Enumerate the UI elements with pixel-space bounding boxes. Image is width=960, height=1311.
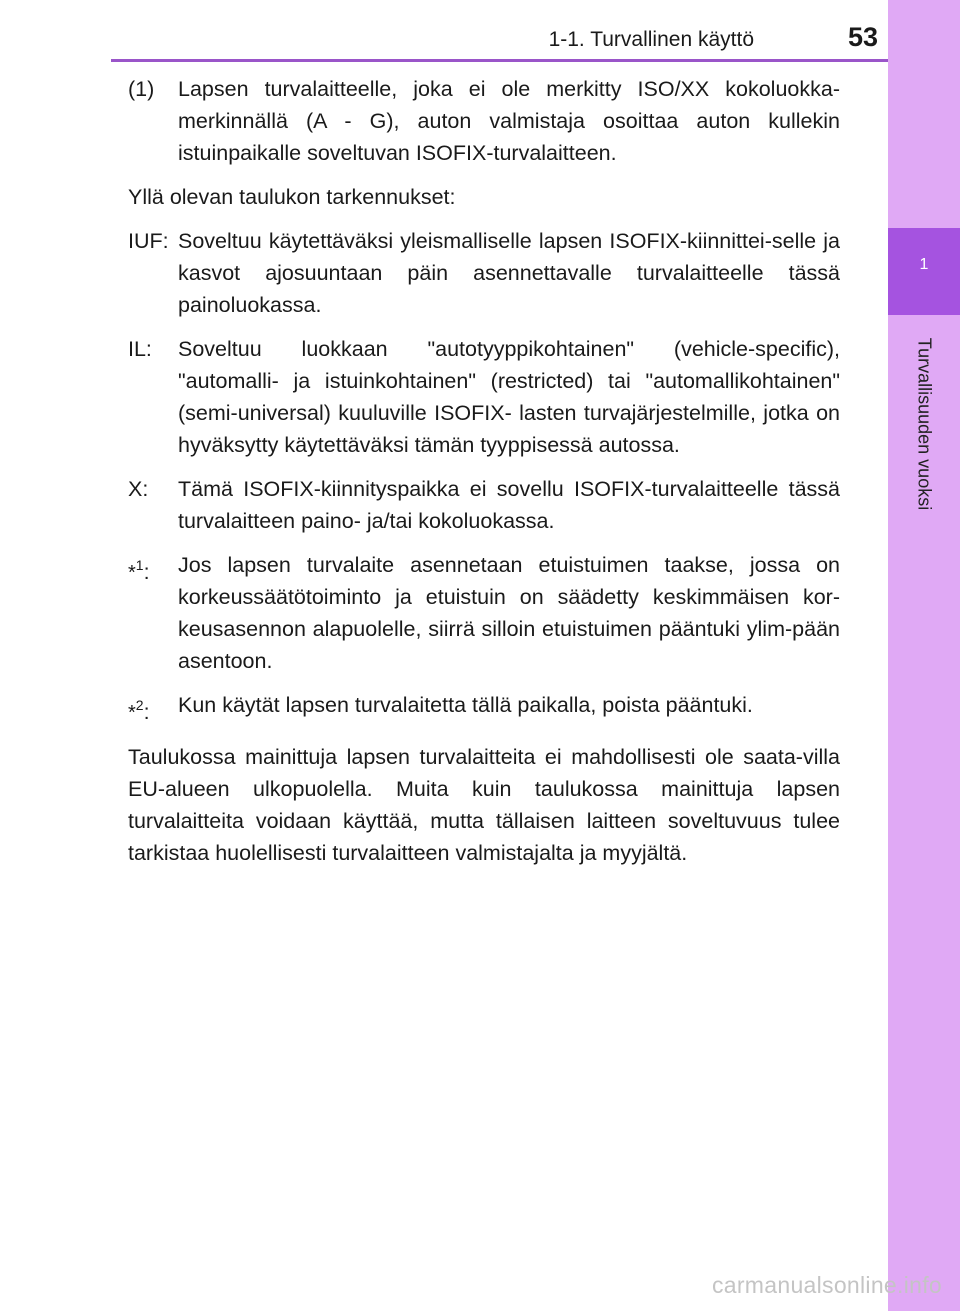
footnote-1-number: 1 [135, 557, 144, 573]
note-entry-1-text: Lapsen turvalaitteelle, joka ei ole merkitty ISO/XX kokoluokka-merkinnällä (A - G), auton valmistaja osoittaa auton kullekin istuinpaikalle soveltuvan ISOFIX-turvalaitteen. [178, 77, 840, 165]
note-x-label: X: [128, 477, 149, 501]
footnote-2-star: * [128, 702, 136, 724]
chapter-number: 1 [919, 256, 929, 273]
footnote-2 [128, 689, 840, 729]
note-iuf [128, 225, 840, 321]
note-entry-1 [128, 73, 840, 169]
chapter-number-box [888, 228, 960, 315]
note-entry-1-label: (1) [128, 77, 155, 101]
footnote-1-colon: : [143, 560, 150, 584]
footnote-1-star: * [128, 562, 136, 584]
note-iuf-label: IUF: [128, 229, 169, 253]
note-il [128, 333, 840, 461]
footnote-1 [128, 549, 840, 677]
notes-intro: Yllä olevan taulukon tarkennukset: [128, 185, 456, 209]
note-iuf-text: Soveltuu käytettäväksi yleismalliselle lapsen ISOFIX-kiinnittei-selle ja kasvot ajosuuntaan päin asennettavalle turvalaitteelle tässä painoluokassa. [178, 229, 840, 317]
watermark-text: carmanualsonline.info [711, 1272, 942, 1298]
page-number: 53 [847, 22, 878, 52]
page-header [111, 0, 888, 62]
closing-paragraph: Taulukossa mainittuja lapsen turvalaitteita ei mahdollisesti ole saata-villa EU-alueen ulkopuolella. Muita kuin taulukossa mainittuja lapsen turvalaitteita voidaan käyttää, mutta tällaisen laitteen soveltuvuus tulee tarkistaa huolellisesti turvalaitteen valmistajalta ja myyjältä. [128, 745, 840, 865]
footnote-1-marker [128, 549, 178, 589]
chapter-label: Turvallisuuden vuoksi [914, 337, 935, 511]
header-rule [111, 59, 888, 62]
note-x-text: Tämä ISOFIX-kiinnityspaikka ei sovellu ISOFIX-turvalaitteelle tässä turvalaitteen paino- ja/tai kokoluokassa. [178, 477, 840, 533]
note-x [128, 473, 840, 537]
page-content [128, 73, 840, 869]
footnote-2-number: 2 [135, 697, 144, 713]
footnote-2-colon: : [143, 700, 150, 724]
footnote-2-marker [128, 689, 178, 729]
note-il-text: Soveltuu luokkaan "autotyyppikohtainen" (vehicle-specific), "automalli- ja istuinkohtainen" (restricted) tai "automallikohtainen" (semi-universal) kuuluville ISOFIX- lasten turvajärjestelmille, jotka on hyväksytty käytettäväksi tämän tyyppisessä autossa. [178, 337, 840, 457]
chapter-side-tab [888, 0, 960, 1311]
footnote-2-text: Kun käytät lapsen turvalaitetta tällä paikalla, poista pääntuki. [178, 693, 753, 717]
footnote-1-text: Jos lapsen turvalaite asennetaan etuistuimen taakse, jossa on korkeussäätötoiminto ja etuistuin on säädetty keskimmäisen kor-keusasennon alapuolelle, siirrä silloin etuistuimen pääntuki ylim-pään asentoon. [178, 553, 840, 673]
note-il-label: IL: [128, 337, 152, 361]
section-title: 1-1. Turvallinen käyttö [548, 28, 754, 51]
